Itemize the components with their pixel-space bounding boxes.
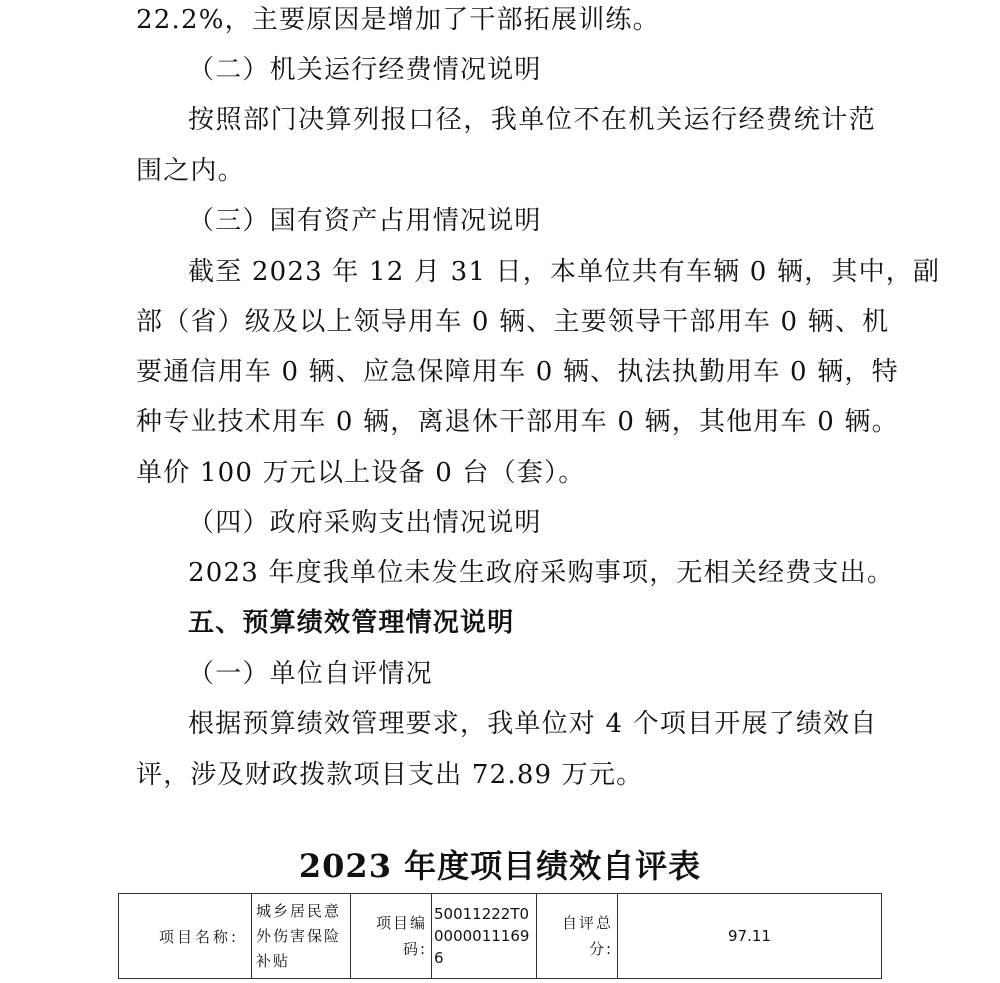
- paragraph-line: 要通信用车 0 辆、应急保障用车 0 辆、执法执勤用车 0 辆，特: [136, 357, 899, 387]
- project-name-label: 项目名称:: [119, 894, 252, 979]
- project-name-value: 城乡居民意外伤害保险补贴: [252, 894, 351, 979]
- paragraph-line: 截至 2023 年 12 月 31 日，本单位共有车辆 0 辆，其中，副: [188, 257, 941, 287]
- section-heading-procurement: （四）政府采购支出情况说明: [188, 508, 542, 538]
- table-title: 2023 年度项目绩效自评表: [298, 847, 702, 885]
- score-value: 97.11: [618, 894, 882, 979]
- paragraph-line: 部（省）级及以上领导用车 0 辆、主要领导干部用车 0 辆、机: [136, 307, 890, 337]
- paragraph-line: 根据预算绩效管理要求，我单位对 4 个项目开展了绩效自: [188, 709, 878, 739]
- section-heading-state-assets: （三）国有资产占用情况说明: [188, 206, 542, 236]
- section-heading-self-evaluation: （一）单位自评情况: [188, 659, 433, 689]
- paragraph-line: 2023 年度我单位未发生政府采购事项，无相关经费支出。: [188, 558, 895, 588]
- performance-evaluation-table: [118, 893, 882, 979]
- paragraph-line: 单价 100 万元以上设备 0 台（套）。: [136, 458, 586, 488]
- paragraph-line: 种专业技术用车 0 辆，离退休干部用车 0 辆，其他用车 0 辆。: [136, 407, 899, 437]
- table-row: [119, 894, 882, 979]
- project-code-value: 50011222T000000111696: [432, 894, 537, 979]
- paragraph-line: 评，涉及财政拨款项目支出 72.89 万元。: [136, 760, 644, 790]
- section-heading-performance-management: 五、预算绩效管理情况说明: [188, 608, 515, 638]
- paragraph-line: 围之内。: [136, 156, 245, 186]
- paragraph-line: 按照部门决算列报口径，我单位不在机关运行经费统计范: [188, 105, 876, 135]
- paragraph-line: 22.2%，主要原因是增加了干部拓展训练。: [136, 5, 660, 35]
- project-code-label: 项目编码:: [351, 894, 432, 979]
- score-label: 自评总分:: [537, 894, 618, 979]
- section-heading-operating-funds: （二）机关运行经费情况说明: [188, 55, 542, 85]
